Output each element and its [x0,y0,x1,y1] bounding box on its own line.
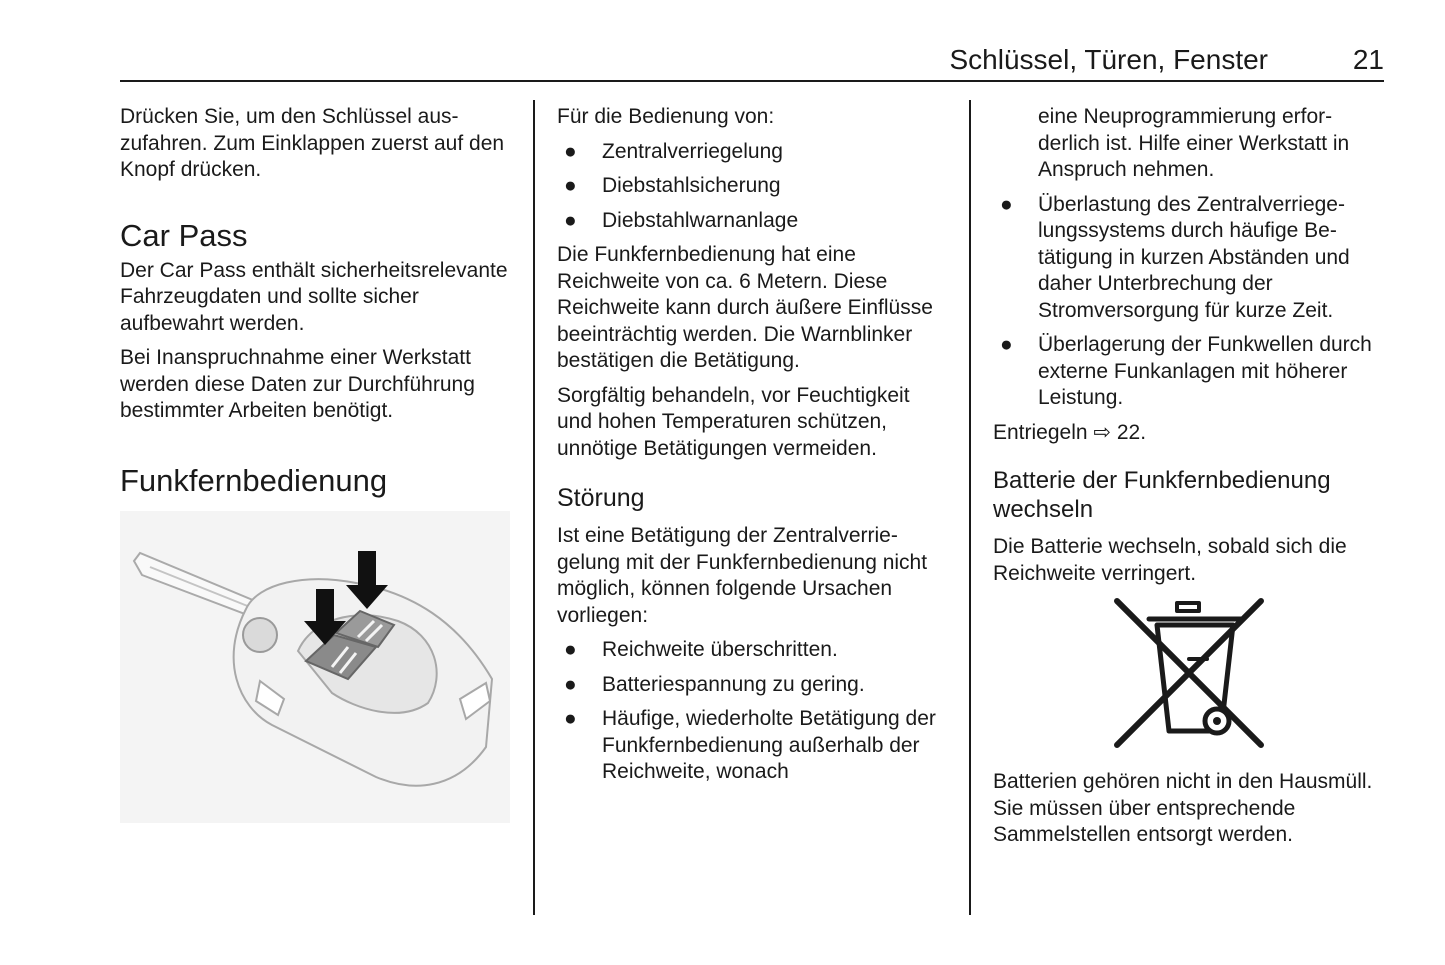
list-item: ● Häufige, wiederholte Betätigung der Funkfernbedienung außerhalb der Reichweite, wonach [564,707,936,783]
list-item: ● Zentralverriegelung [557,139,949,166]
remote-key-illustration [120,511,510,823]
column-2 [557,104,949,794]
bullet-icon: ● [1000,192,1013,216]
bullet-icon: ● [564,208,577,232]
car-pass-text-1: Der Car Pass enthält sicherheitsrelevante Fahrzeugdaten und sollte sicher aufbewahrt werden. [120,258,508,335]
column-3 [993,104,1385,857]
disposal-text: Batterien gehören nicht in den Hausmüll. Sie müssen über entsprechende Sammelstellen entsorgt werden. [993,770,1373,846]
battery-heading: Batterie der Funkfernbedienung wechseln [993,467,1331,523]
battery-text: Die Batterie wechseln, sobald sich die Reichweite verringert. [993,535,1347,585]
list-item: ● Überlagerung der Funkwellen durch externe Funkanlagen mit höherer Leistung. [1000,333,1372,409]
list-item: ● Diebstahlwarnanlage [557,208,949,235]
continued-cause-text: eine Neuprogrammierung erforderlich ist. Hilfe einer Werkstatt in Anspruch nehmen. [1038,105,1350,181]
function-list [557,139,949,235]
crossed-bin-figure [1113,597,1265,749]
bullet-icon: ● [564,174,577,197]
header-divider [120,80,1384,82]
key-unfold-text: Drücken Sie, um den Schlüssel auszufahren. Zum Einklappen zuerst auf den Knopf drücken. [120,105,505,181]
car-pass-heading: Car Pass [120,217,248,253]
car-pass-text-2: Bei Inanspruchnahme einer Werkstatt werden diese Daten zur Durchführung bestimmter Arbeiten benötigt. [120,346,475,422]
fault-heading: Störung [557,484,645,512]
unlock-reference[interactable]: Entriegeln ⇨ 22. [993,420,1147,444]
remote-control-heading: Funkfernbedienung [120,462,388,498]
range-text: Die Funkfernbedienung hat eine Reichweite von ca. 6 Metern. Diese Reichweite kann durch äußere Einflüsse beeinträchtig werden. Die Warnblinker bestätigen die Betätigung. [557,243,933,372]
list-item: ● Reichweite überschritten. [557,637,949,664]
bullet-icon: ● [564,139,577,163]
list-item: ● Batteriespannung zu gering. [557,672,949,699]
bullet-icon: ● [564,707,577,730]
bullet-icon: ● [564,672,577,696]
bullet-icon: ● [564,638,577,661]
fault-text: Ist eine Betätigung der Zentralverriegelung mit der Funkfernbedienung nicht möglich, können folgende Ursachen vorliegen: [557,524,928,627]
reference-arrow-icon: ⇨ [1093,420,1112,444]
list-item: ● Überlastung des Zentralverriegelungssystems durch häufige Betätigung in kurzen Abständen und daher Unterbrechung der Stromversorgung für kurze Zeit. [1000,192,1350,322]
section-title: Schlüssel, Türen, Fenster [949,44,1268,75]
remote-key-figure [120,511,515,831]
page-number: 21 [1352,44,1384,75]
care-text: Sorgfältig behandeln, vor Feuchtigkeit und hohen Temperaturen schützen, unnötige Betätigungen vermeiden. [557,383,910,460]
column-divider-1 [533,100,535,915]
cause-list-continued [993,192,1385,412]
list-item: ● Diebstahlsicherung [557,173,949,200]
operation-intro: Für die Bedienung von: [557,105,775,128]
column-1 [120,104,515,830]
bullet-icon: ● [1000,333,1013,356]
cause-list [557,637,949,786]
column-divider-2 [969,100,971,915]
crossed-out-bin-icon [1113,597,1265,749]
